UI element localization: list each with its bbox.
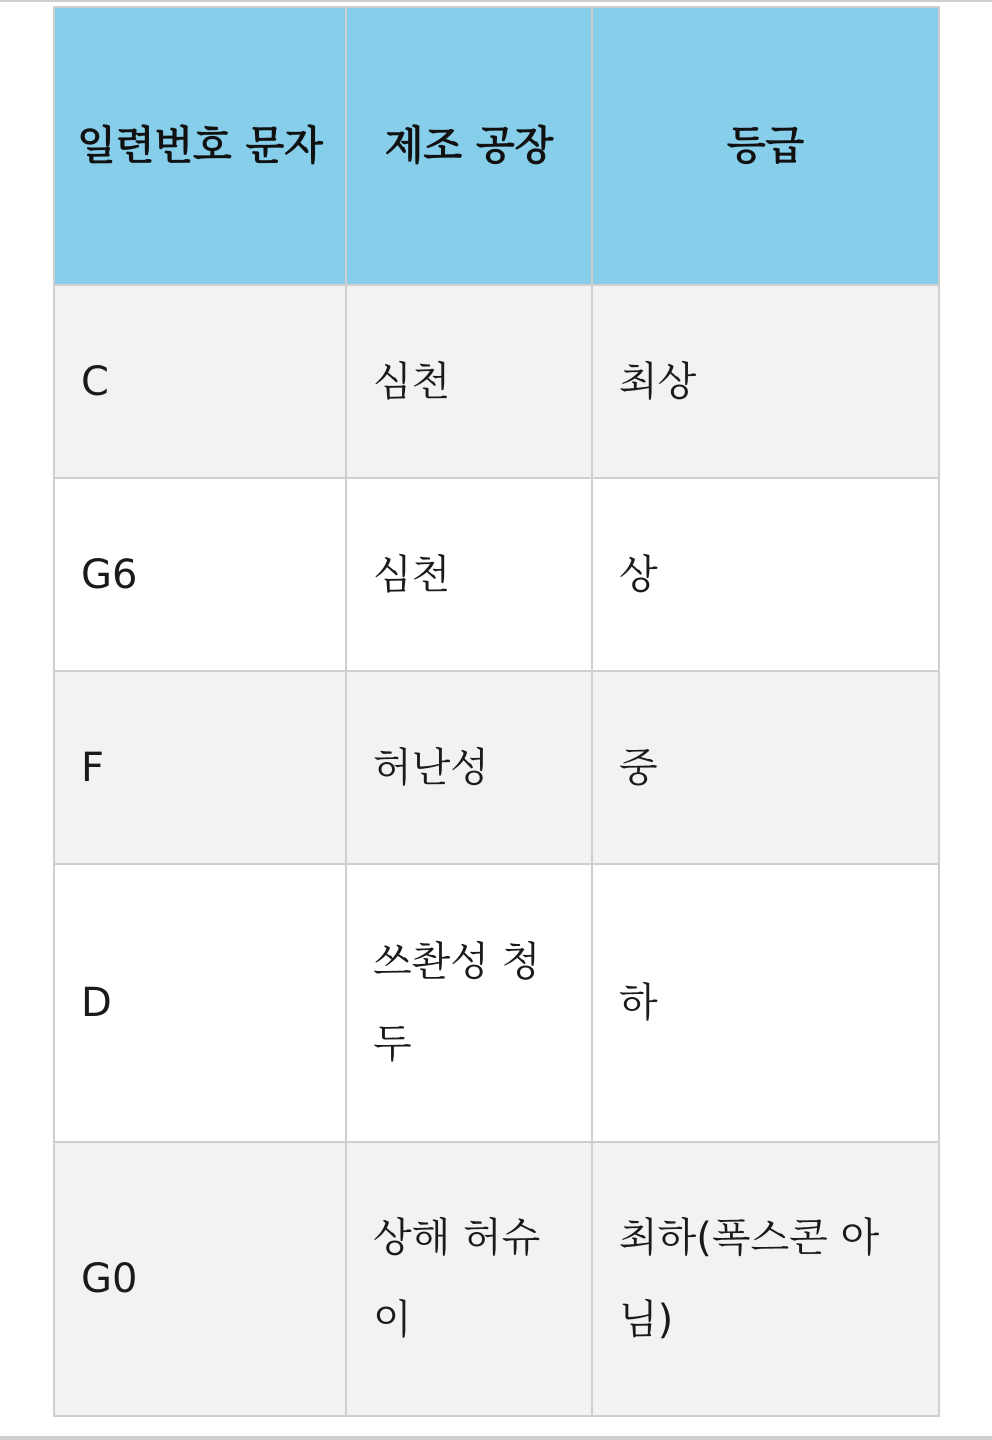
header-grade: 등급: [592, 7, 939, 285]
table-row: [54, 864, 939, 1142]
cell-factory: 상해 허슈이: [346, 1142, 592, 1416]
cell-grade: 하: [592, 864, 939, 1142]
cell-serial-letter: C: [54, 285, 346, 478]
cell-grade: 최상: [592, 285, 939, 478]
table-header: [54, 7, 939, 285]
cell-serial-letter: D: [54, 864, 346, 1142]
cell-factory: 쓰촨성 청두: [346, 864, 592, 1142]
table-body: [54, 285, 939, 1416]
factory-grade-table-container: [53, 6, 938, 1417]
table-row: [54, 671, 939, 864]
cell-grade: 최하(폭스콘 아님): [592, 1142, 939, 1416]
table-row: [54, 478, 939, 671]
cell-factory: 허난성: [346, 671, 592, 864]
header-row: [54, 7, 939, 285]
cell-grade: 상: [592, 478, 939, 671]
cell-grade: 중: [592, 671, 939, 864]
factory-grade-table: [53, 6, 940, 1417]
table-row: [54, 1142, 939, 1416]
cell-serial-letter: G0: [54, 1142, 346, 1416]
cell-serial-letter: G6: [54, 478, 346, 671]
header-factory: 제조 공장: [346, 7, 592, 285]
table-row: [54, 285, 939, 478]
cell-factory: 심천: [346, 478, 592, 671]
bottom-divider: [0, 1436, 992, 1440]
cell-factory: 심천: [346, 285, 592, 478]
header-serial-letter: 일련번호 문자: [54, 7, 346, 285]
cell-serial-letter: F: [54, 671, 346, 864]
top-divider: [0, 0, 992, 2]
